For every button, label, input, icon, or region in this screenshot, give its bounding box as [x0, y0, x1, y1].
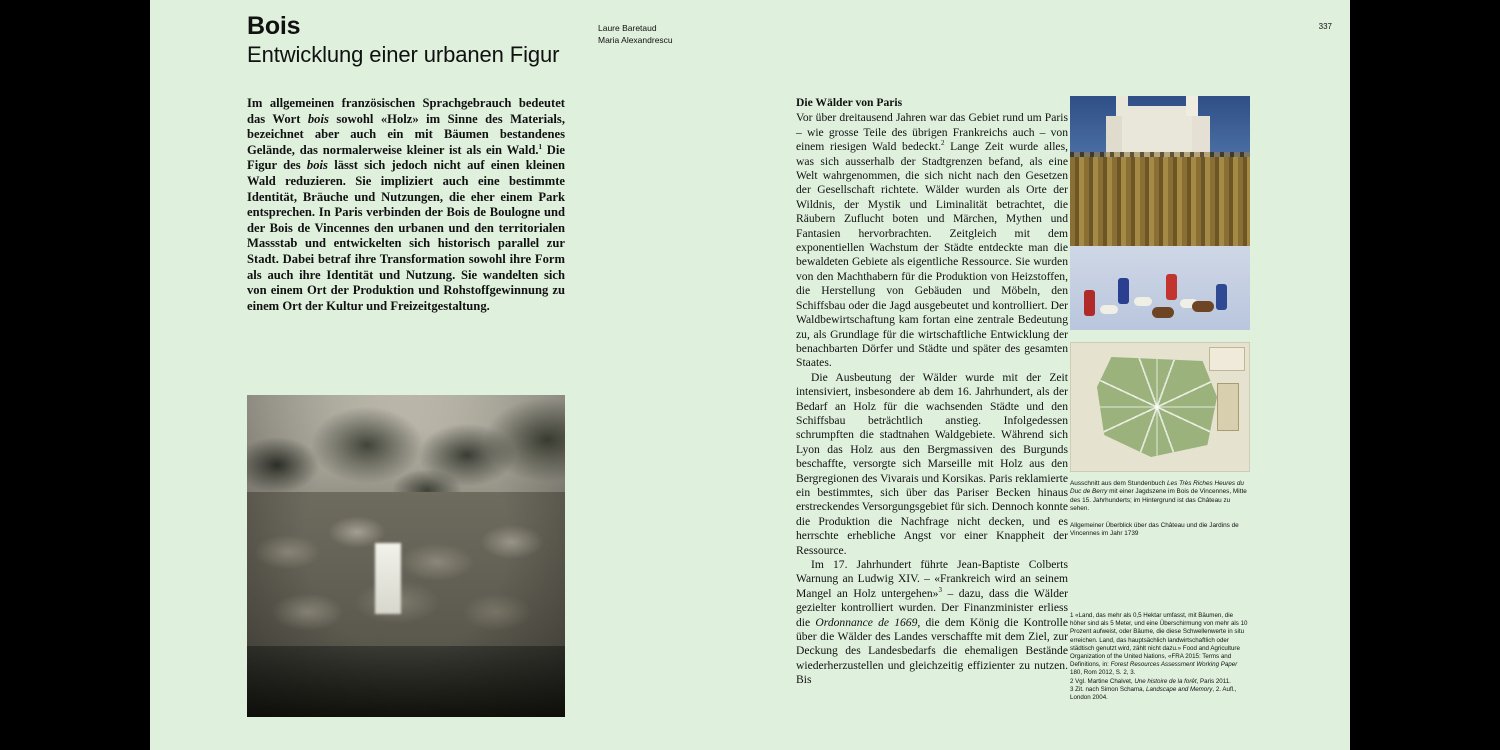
paragraph: Die Ausbeutung der Wälder wurde mit der Zeit intensiviert, insbesondere ab dem 16. Jahrhundert, als der Bedarf an Holz für die wachsenden Städte und den Schiffsbau beträchtlich anstieg. Infolgedessen schrumpften die stadtnahen Waldgebiete. Während sich Lyon das Holz aus den Bergmassiven des Burgunds beschaffte, versorgte sich Marseille mit Holz aus den Bergregionen des Vivarais und Korsikas. Paris reklamierte ein bestimmtes, sich über das Pariser Becken hinaus erstreckendes Versorgungsgebiet für sich. Dennoch konnte die Produktion die Nachfrage nicht decken, und es herrschte erhebliche Angst vor einer Knappheit der Ressource.	[796, 370, 1068, 557]
paragraph: Im 17. Jahrhundert führte Jean-Baptiste Colberts Warnung an Ludwig XIV. – «Frankreich wird an seinem Mangel an Holz untergehen»$^3$ – dazu, dass die Wälder gezielter kontrolliert wurden. Der Finanzminister erliess die Ordonnance de 1669, die dem König die Kontrolle über die Wälder des Landes verschaffte mit dem Ziel, zur Deckung des Landesbedarfs die ehemaligen Bestände wiederherzustellen und gleichzeitig effizienter zu nutzen. Bis	[796, 558, 1068, 687]
section-heading: Die Wälder von Paris	[796, 96, 903, 109]
boar-figure	[1192, 301, 1214, 312]
title-main: Bois	[247, 12, 301, 40]
vincennes-historic-plan	[1070, 342, 1250, 472]
author-name: Maria Alexandrescu	[598, 35, 673, 45]
body-text	[796, 111, 1068, 687]
hunter-figure	[1084, 290, 1095, 316]
footnotes: 1 «Land, das mehr als 0,5 Hektar umfasst, mit Bäumen, die höher sind als 5 Meter, und eine Überschirmung von mehr als 10 Prozent aufweist, oder Bäume, die diese Schwellenwerte in situ erreichen. Land, das hauptsächlich landwirtschaftlich oder städtisch genutzt wird, zählt nicht dazu.» Food and Agriculture Organization of the United Nations, «FRA 2015: Terms and Definitions, in: Forest Resources Assessment Working Paper 180, Rom 2012, S. 2, 3. 2 Vgl. Martine Chalvet, Une histoire de la forêt, Paris 2011. 3 Zit. nach Simon Schama, Landscape and Memory, 2. Aufl., London 2004.	[1070, 612, 1248, 702]
column-left	[247, 96, 565, 314]
waterfall-rockery-photograph	[247, 395, 565, 717]
forest-trunks	[1070, 157, 1250, 246]
hound-figure	[1134, 297, 1152, 306]
page-number: 337	[1318, 22, 1332, 31]
hunter-figure	[1166, 274, 1177, 300]
lead-paragraph: Im allgemeinen französischen Sprachgebrauch bedeutet das Wort bois sowohl «Holz» im Sinne des Materials, bezeichnet aber auch ein mit Bäumen bestandenes Gelände, das normalerweise kleiner ist als ein Wald.$^1$ Die Figur des bois lässt sich jedoch nicht auf einen kleinen Wald reduzieren. Sie impliziert auch eine bestimmte Identität, Bräuche und Nutzungen, die eher einem Park entsprechen. In Paris verbinden der Bois de Boulogne und der Bois de Vincennes den urbanen und den territorialen Massstab und entwickelten sich historisch parallel zur Stadt. Dabei betraf ihre Transformation sowohl ihre Form als auch ihre Identität und Nutzung. Sie wandelten sich von einem Ort der Produktion und Rohstoffgewinnung zu einem Ort der Kultur und Freizeitgestaltung.	[247, 96, 565, 313]
plan-allees	[1097, 357, 1217, 457]
paragraph: Vor über dreitausend Jahren war das Gebiet rund um Paris – wie grosse Teile des übrigen Frankreichs auch – von einem riesigen Wald bedeckt.$^2$ Lange Zeit wurde alles, was sich ausserhalb der Stadtgrenzen befand, als eine Welt wahrgenommen, die sich nicht nach den Gesetzen der Gesellschaft richtete. Wälder wurden als Orte der Wildnis, der Mystik und Liminalität betrachtet, die Räubern Zuflucht boten und Märchen, Mythen und Fantasien hervorbrachten. Zeitgleich mit dem exponentiellen Wachstum der Städte entdeckte man die bewaldeten Gebiete als eigentliche Ressource. Sie wurden von den Machthabern für die Produktion von Heizstoffen, die Herstellung von Gebäuden und Möbeln, den Schiffsbau oder die Jagd ausgebeutet und kontrolliert. Der Waldbewirtschaftung kam fortan eine zentrale Bedeutung zu, als Grundlage für die wirtschaftliche Entwicklung der benachbarten Dörfer und Städte und später des gesamten Staates.	[796, 111, 1068, 370]
plan-chateau	[1217, 383, 1239, 431]
hunter-figure	[1118, 278, 1129, 304]
hunter-figure	[1216, 284, 1227, 310]
title-subtitle: Entwicklung einer urbanen Figur	[247, 42, 560, 67]
column-middle	[796, 96, 1068, 688]
boar-figure	[1152, 307, 1174, 318]
medieval-hunting-miniature	[1070, 96, 1250, 330]
hound-figure	[1100, 305, 1118, 314]
column-right	[1070, 96, 1250, 538]
plan-cartouche	[1209, 347, 1245, 371]
author-list	[598, 22, 673, 46]
caption-medieval: Ausschnitt aus dem Stundenbuch Les Très Riches Heures du Duc de Berry mit einer Jagdszene im Bois de Vincennes, Mitte des 15. Jahrhunderts; im Hintergrund ist das Château zu sehen.	[1070, 480, 1247, 513]
document-page	[150, 0, 1350, 750]
photo-vignette	[247, 395, 565, 717]
caption-plan: Allgemeiner Überblick über das Château und die Jardins de Vincennes im Jahr 1739	[1070, 521, 1239, 538]
author-name: Laure Baretaud	[598, 23, 657, 33]
